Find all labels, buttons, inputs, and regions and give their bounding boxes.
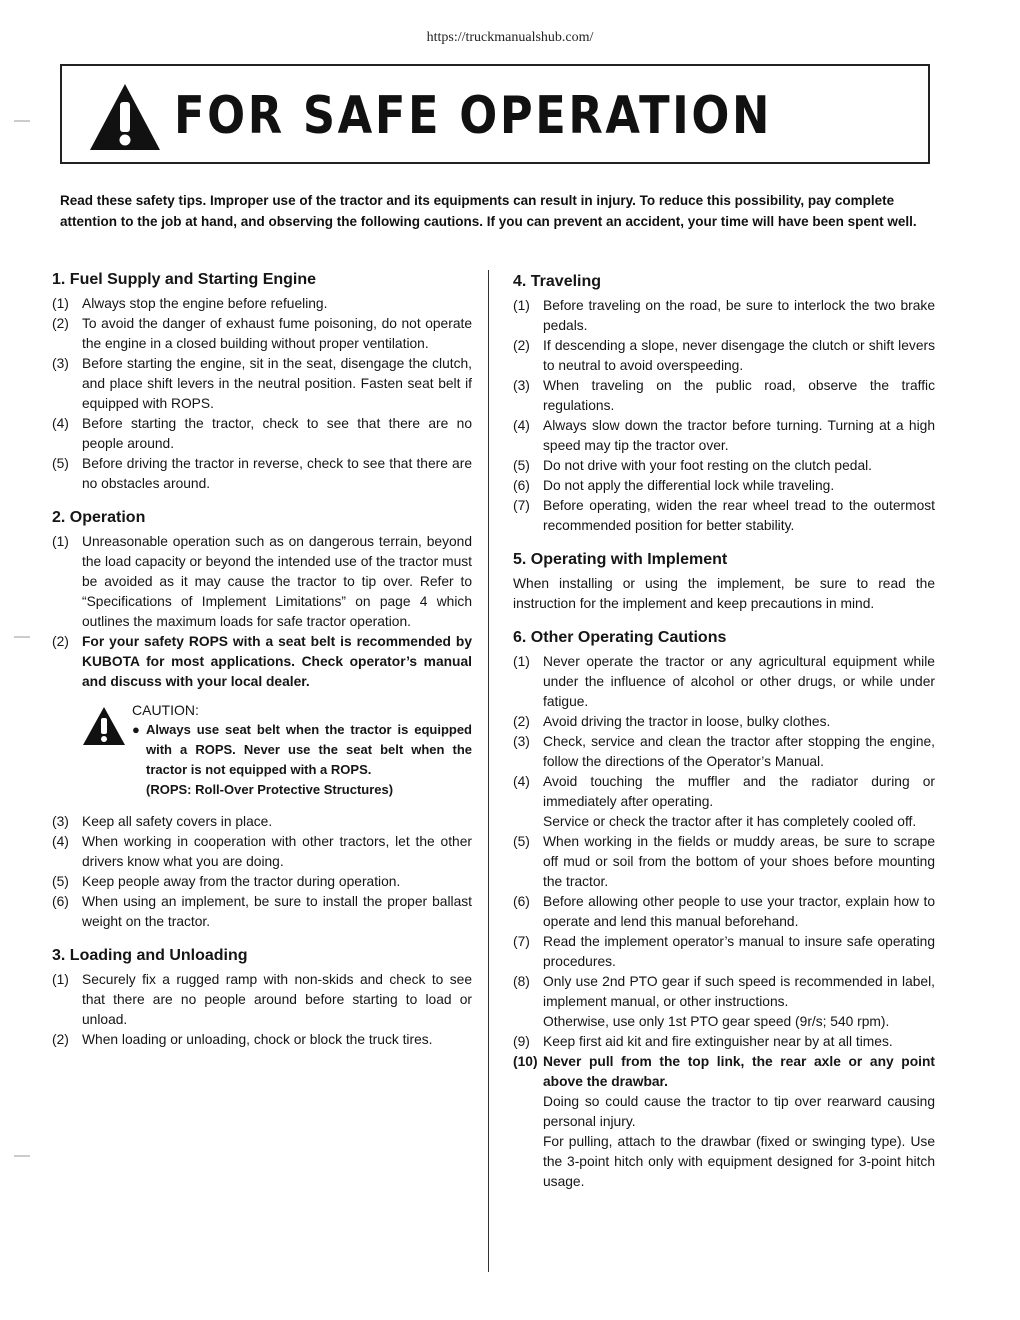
section-paragraph: When installing or using the implement, be sure to read the instruction for the implement and keep precautions in mind. bbox=[513, 576, 935, 611]
list-item: (5) Do not drive with your foot resting on the clutch pedal. bbox=[513, 458, 873, 473]
caution-content bbox=[132, 700, 472, 800]
list-item: (4) Avoid touching the muffler and the radiator during or immediately after operating. Service or check the tractor after it has completely cooled off. bbox=[513, 774, 935, 829]
caution-bullet: ● Always use seat belt when the tractor is equipped with a ROPS. Never use the seat belt when the tractor is not equipped with a ROPS. bbox=[132, 720, 472, 780]
list-item: (3) When traveling on the public road, observe the traffic regulations. bbox=[513, 378, 935, 413]
title-banner bbox=[60, 64, 930, 164]
section-title: 3. Loading and Unloading bbox=[52, 947, 248, 964]
section-loading bbox=[52, 946, 472, 1050]
list-item: (1) Never operate the tractor or any agricultural equipment while under the influence of alcohol or other drugs, or while under fatigue. bbox=[513, 654, 935, 709]
list-item: (5) Before driving the tractor in reverse, check to see that there are no obstacles around. bbox=[52, 456, 472, 491]
list-item: (5) Keep people away from the tractor during operation. bbox=[52, 874, 401, 889]
section-operation bbox=[52, 508, 472, 932]
column-divider bbox=[488, 270, 489, 1272]
scan-mark bbox=[14, 120, 30, 122]
section-title: 1. Fuel Supply and Starting Engine bbox=[52, 271, 317, 288]
header-url: https://truckmanualshub.com/ bbox=[426, 30, 594, 45]
list-item: (10) Never pull from the top link, the rear axle or any point above the drawbar. Doing so could cause the tractor to tip over rearward causing personal injury. For pulling, attach to the drawbar (fixed or swinging type). Use the 3-point hitch only with equipment designed for 3-point hitch usage. bbox=[513, 1054, 935, 1189]
left-column bbox=[52, 270, 472, 1064]
list-item: (6) When using an implement, be sure to install the proper ballast weight on the tractor. bbox=[52, 894, 472, 929]
section-other-cautions bbox=[513, 628, 935, 1192]
list-item: (7) Read the implement operator’s manual to insure safe operating procedures. bbox=[513, 934, 935, 969]
list-item: (7) Before operating, widen the rear wheel tread to the outermost recommended position for better stability. bbox=[513, 498, 935, 533]
section-title: 5. Operating with Implement bbox=[513, 551, 728, 568]
section-title: 2. Operation bbox=[52, 509, 146, 526]
list-item: (2) For your safety ROPS with a seat belt is recommended by KUBOTA for most applications. Check operator’s manual and discuss with your local dealer. bbox=[52, 634, 472, 689]
section-implement bbox=[513, 550, 935, 614]
scan-mark bbox=[14, 636, 30, 638]
list-item: (2) To avoid the danger of exhaust fume poisoning, do not operate the engine in a closed building without proper ventilation. bbox=[52, 316, 472, 351]
right-column bbox=[513, 272, 935, 1206]
caution-box bbox=[52, 700, 472, 800]
list-item: (6) Before allowing other people to use your tractor, explain how to operate and lend this manual beforehand. bbox=[513, 894, 935, 929]
item-emphasis: Never pull from the top link, the rear axle or any point above the drawbar. bbox=[543, 1054, 935, 1089]
list-item: (4) When working in cooperation with other tractors, let the other drivers know what you are doing. bbox=[52, 834, 472, 869]
list-item: (1) Securely fix a rugged ramp with non-skids and check to see that there are no people around before starting to load or unload. bbox=[52, 972, 472, 1027]
list-item: (1) Before traveling on the road, be sure to interlock the two brake pedals. bbox=[513, 298, 935, 333]
caution-label: CAUTION: bbox=[132, 702, 199, 718]
list-item: (2) Avoid driving the tractor in loose, bulky clothes. bbox=[513, 714, 831, 729]
list-item: (9) Keep first aid kit and fire extinguisher near by at all times. bbox=[513, 1034, 893, 1049]
list-item: (1) Unreasonable operation such as on dangerous terrain, beyond the load capacity or beyond the intended use of the tractor must be avoided as it may cause the tractor to tip over. Refer to “Specifications of Implement Limitations” on page 4 which outlines the maximum loads for safe tractor operation. bbox=[52, 534, 472, 629]
list-item: (4) Before starting the tractor, check to see that there are no people around. bbox=[52, 416, 472, 451]
list-item: (6) Do not apply the differential lock while traveling. bbox=[513, 478, 835, 493]
list-item: (1) Always stop the engine before refueling. bbox=[52, 296, 328, 311]
intro-text: Read these safety tips. Improper use of the tractor and its equipments can result in injury. To reduce this possibility, pay complete attention to the job at hand, and observing the following cautions. If you can prevent an accident, your time will have been spent well. bbox=[60, 193, 917, 229]
list-item: (3) Keep all safety covers in place. bbox=[52, 814, 273, 829]
section-fuel-supply bbox=[52, 270, 472, 494]
scan-mark bbox=[14, 1155, 30, 1157]
section-title: 6. Other Operating Cautions bbox=[513, 629, 727, 646]
list-item: (3) Check, service and clean the tractor after stopping the engine, follow the directions of the Operator’s Manual. bbox=[513, 734, 935, 769]
section-title: 4. Traveling bbox=[513, 273, 602, 290]
bullet-icon: ● bbox=[132, 722, 140, 737]
list-item: (2) If descending a slope, never disengage the clutch or shift levers to neutral to avoid overspeeding. bbox=[513, 338, 935, 373]
list-item: (4) Always slow down the tractor before turning. Turning at a high speed may tip the tractor over. bbox=[513, 418, 935, 453]
caution-note: (ROPS: Roll-Over Protective Structures) bbox=[146, 782, 394, 797]
section-traveling bbox=[513, 272, 935, 536]
page-title: FOR SAFE OPERATION bbox=[174, 86, 772, 146]
warning-triangle-icon bbox=[82, 706, 126, 746]
list-item: (2) When loading or unloading, chock or block the truck tires. bbox=[52, 1032, 433, 1047]
list-item: (3) Before starting the engine, sit in the seat, disengage the clutch, and place shift levers in the neutral position. Fasten seat belt if equipped with ROPS. bbox=[52, 356, 472, 411]
list-item: (5) When working in the fields or muddy areas, be sure to scrape off mud or soil from the bottom of your shoes before mounting the tractor. bbox=[513, 834, 935, 889]
warning-triangle-icon bbox=[88, 82, 162, 152]
list-item: (8) Only use 2nd PTO gear if such speed is recommended in label, implement manual, or other instructions. Otherwise, use only 1st PTO gear speed (9r/s; 540 rpm). bbox=[513, 974, 935, 1029]
